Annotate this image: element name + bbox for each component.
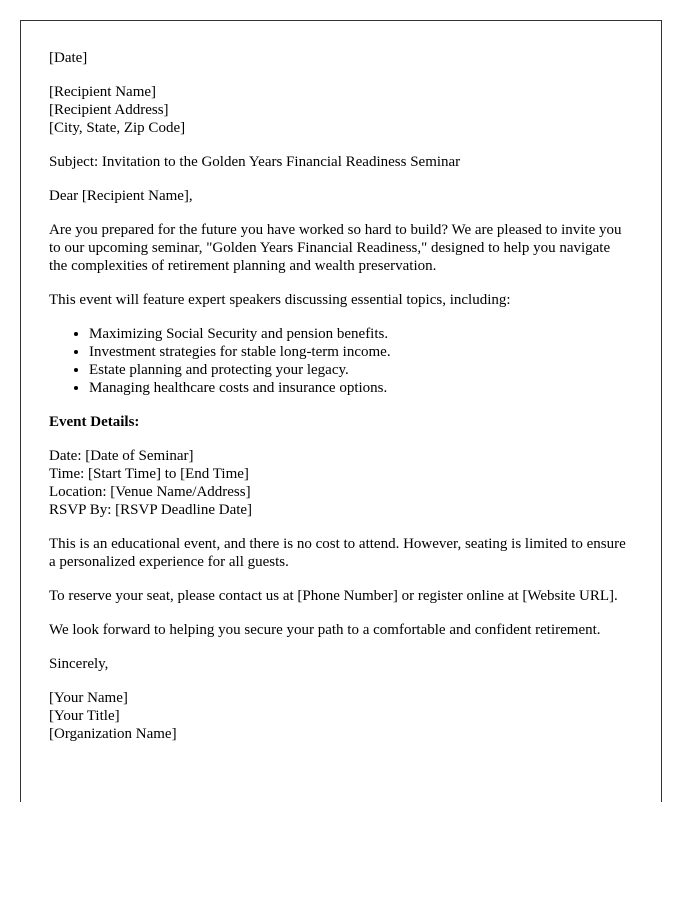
list-item: • Maximizing Social Security and pension benefits. xyxy=(89,325,632,343)
subject: Subject: Invitation to the Golden Years Financial Readiness Seminar xyxy=(49,154,461,170)
list-item: • Managing healthcare costs and insurance options. xyxy=(89,379,632,397)
event-details xyxy=(49,447,632,519)
closing-paragraph: We look forward to helping you secure your path to a comfortable and confident retirement. xyxy=(49,622,601,638)
signature-name: [Your Name] xyxy=(49,690,128,706)
signature-title: [Your Title] xyxy=(49,708,120,724)
signature-block xyxy=(49,689,632,743)
signoff: Sincerely, xyxy=(49,656,109,672)
cost-paragraph: This is an educational event, and there is no cost to attend. However, seating is limited to ensure a personalized experience for all guests. xyxy=(49,536,626,570)
recipient-address: [Recipient Address] xyxy=(49,102,169,118)
reserve-paragraph: To reserve your seat, please contact us at [Phone Number] or register online at [Website URL]. xyxy=(49,588,618,604)
topics-intro: This event will feature expert speakers discussing essential topics, including: xyxy=(49,292,511,308)
event-time: Time: [Start Time] to [End Time] xyxy=(49,466,249,482)
date: [Date] xyxy=(49,50,88,66)
salutation: Dear [Recipient Name], xyxy=(49,188,193,204)
intro-paragraph: Are you prepared for the future you have worked so hard to build? We are pleased to invite you to our upcoming seminar, "Golden Years Financial Readiness," designed to help you navigate the complexities of retirement planning and wealth preservation. xyxy=(49,222,622,274)
event-rsvp: RSVP By: [RSVP Deadline Date] xyxy=(49,502,253,518)
topics-list xyxy=(49,325,632,397)
event-date: Date: [Date of Seminar] xyxy=(49,448,194,464)
list-item: • Estate planning and protecting your legacy. xyxy=(89,361,632,379)
recipient-city: [City, State, Zip Code] xyxy=(49,120,186,136)
letter xyxy=(20,20,662,802)
signature-organization: [Organization Name] xyxy=(49,726,177,742)
event-details-heading: Event Details: xyxy=(49,414,140,430)
event-location: Location: [Venue Name/Address] xyxy=(49,484,251,500)
recipient-name: [Recipient Name] xyxy=(49,84,157,100)
recipient-block xyxy=(49,83,632,137)
list-item: • Investment strategies for stable long-term income. xyxy=(89,343,632,361)
